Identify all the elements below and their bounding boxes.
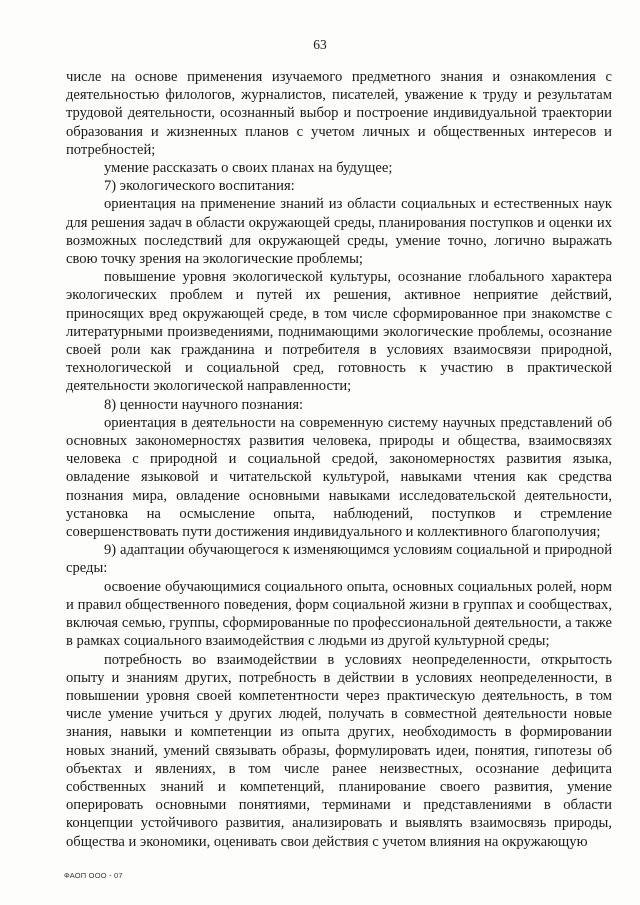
page-body: [66, 68, 612, 851]
paragraph-interaction-need: потребность во взаимодействии в условиях неопределенности, открытость опыту и знаниям других, потребность в действии в условиях неопределенности, в повышении уровня своей компетентности через практическую деятельность, в том числе умение учиться у других людей, получать в совместной деятельности новые знания, навыки и компетенции из опыта других, необходимость в формировании новых знаний, умений связывать образы, формулировать идеи, понятия, гипотезы об объектах и явлениях, в том числе ранее неизвестных, осознание дефицита собственных знаний и компетенций, планирование своего развития, умение оперировать основными понятиями, терминами и представлениями в области концепции устойчивого развития, анализировать и выявлять взаимосвязь природы, общества и экономики, оценивать свои действия с учетом влияния на окружающую: [66, 651, 612, 850]
paragraph-future-plans: умение рассказать о своих планах на будущее;: [104, 160, 393, 177]
paragraph-ecological-orientation: ориентация на применение знаний из области социальных и естественных наук для решения задач в области окружающей среды, планирования поступков и оценки их возможных последствий для окружающей среды, умение точно, логично выражать свою точку зрения на экологические проблемы;: [66, 196, 612, 268]
page-number: 63: [313, 37, 327, 52]
paragraph-social-experience: освоение обучающимися социального опыта, основных социальных ролей, норм и правил общественного поведения, форм социальной жизни в группах и сообществах, включая семью, группы, сформированные по профессиональной деятельности, а также в рамках социального взаимодействия с людьми из другой культурной среды;: [66, 578, 612, 650]
paragraph-scientific-orientation: ориентация в деятельности на современную систему научных представлений об основных закономерностях развития человека, природы и общества, взаимосвязях человека с природной и социальной средой, закономерностях развития языка, овладение языковой и читательской культурой, навыками чтения как средства познания мира, овладение основными навыками исследовательской деятельности, установка на осмысление опыта, наблюдений, поступков и стремление совершенствовать пути достижения индивидуального и коллективного благополучия;: [66, 414, 612, 541]
paragraph-ecological-culture: повышение уровня экологической культуры, осознание глобального характера экологических проблем и путей их решения, активное неприятие действий, приносящих вред окружающей среде, в том числе сформированное при знакомстве с литературными произведениями, поднимающими экологические проблемы, осознание своей роли как гражданина и потребителя в условиях взаимосвязи природной, технологической и социальной сред, готовность к участию в практической деятельности экологической направленности;: [66, 269, 612, 395]
footer-doc-code: ФАОП ООО - 07: [64, 871, 123, 880]
section-heading-adaptation: 9) адаптации обучающегося к изменяющимся условиям социальной и природной среды:: [66, 542, 612, 577]
section-heading-scientific: 8) ценности научного познания:: [104, 396, 304, 413]
paragraph-continuation: числе на основе применения изучаемого предметного знания и ознакомления с деятельностью филологов, журналистов, писателей, уважение к труду и результатам трудовой деятельности, осознанный выбор и построение индивидуальной траектории образования и жизненных планов с учетом личных и общественных интересов и потребностей;: [66, 69, 612, 158]
section-heading-ecological: 7) экологического воспитания:: [104, 178, 295, 195]
